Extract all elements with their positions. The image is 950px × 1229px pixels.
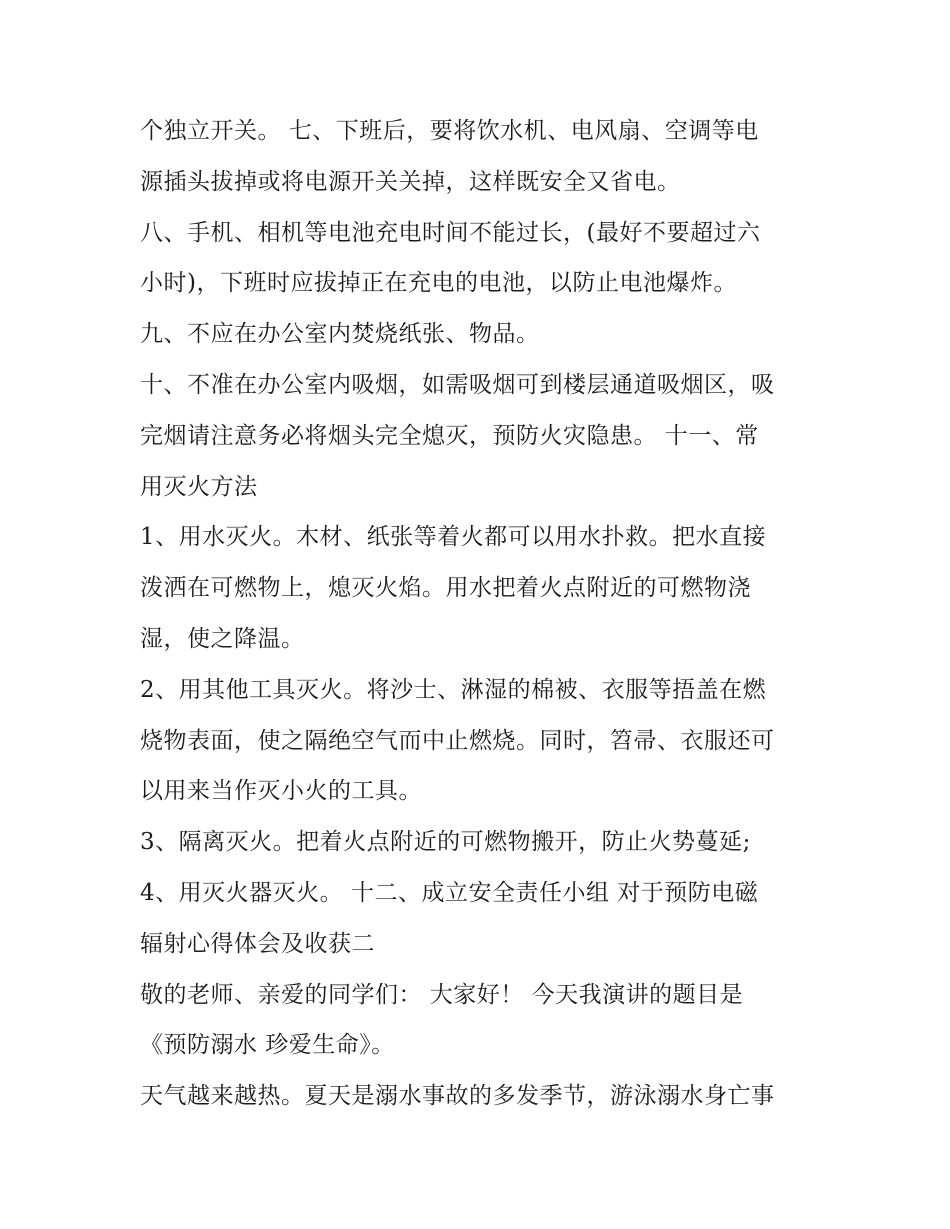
text-line: 2、用其他工具灭火。将沙士、淋湿的棉被、衣服等捂盖在燃 <box>140 676 767 703</box>
text-line: 泼洒在可燃物上，熄灭火焰。用水把着火点附近的可燃物浇 <box>140 575 751 602</box>
text-line: 烧物表面，使之隔绝空气而中止燃烧。同时，笤帚、衣服还可 <box>140 727 775 754</box>
text-line: 用灭火方法 <box>140 473 258 500</box>
text-line: 源插头拔掉或将电源开关关掉，这样既安全又省电。 <box>140 168 681 195</box>
text-line: 湿，使之降温。 <box>140 625 305 652</box>
text-line: 4、用灭火器灭火。 十二、成立安全责任小组 对于预防电磁 <box>140 879 759 906</box>
text-line: 个独立开关。 七、下班后，要将饮水机、电风扇、空调等电 <box>140 118 759 144</box>
text-line: 敬的老师、亲爱的同学们： 大家好！ 今天我演讲的题目是 <box>140 981 744 1008</box>
document-body <box>140 106 820 1122</box>
text-line: 1、用水灭火。木材、纸张等着火都可以用水扑救。把水直接 <box>140 524 767 551</box>
text-line: 3、隔离灭火。把着火点附近的可燃物搬开，防止火势蔓延; <box>140 829 751 856</box>
text-line: 辐射心得体会及收获二 <box>140 930 375 957</box>
text-line: 《预防溺水 珍爱生命》。 <box>140 1032 395 1059</box>
text-line: 十、不准在办公室内吸烟，如需吸烟可到楼层通道吸烟区，吸 <box>140 371 775 398</box>
text-line: 以用来当作灭小火的工具。 <box>140 778 422 805</box>
text-line: 九、不应在办公室内焚烧纸张、物品。 <box>140 321 540 348</box>
text-line: 八、手机、相机等电池充电时间不能过长，(最好不要超过六 <box>140 219 761 246</box>
text-line: 天气越来越热。夏天是溺水事故的多发季节，游泳溺水身亡事 <box>140 1083 775 1110</box>
text-line: 完烟请注意务必将烟头完全熄灭，预防火灾隐患。 十一、常 <box>140 422 759 449</box>
text-line: 小时)，下班时应拔掉正在充电的电池，以防止电池爆炸。 <box>140 270 737 297</box>
